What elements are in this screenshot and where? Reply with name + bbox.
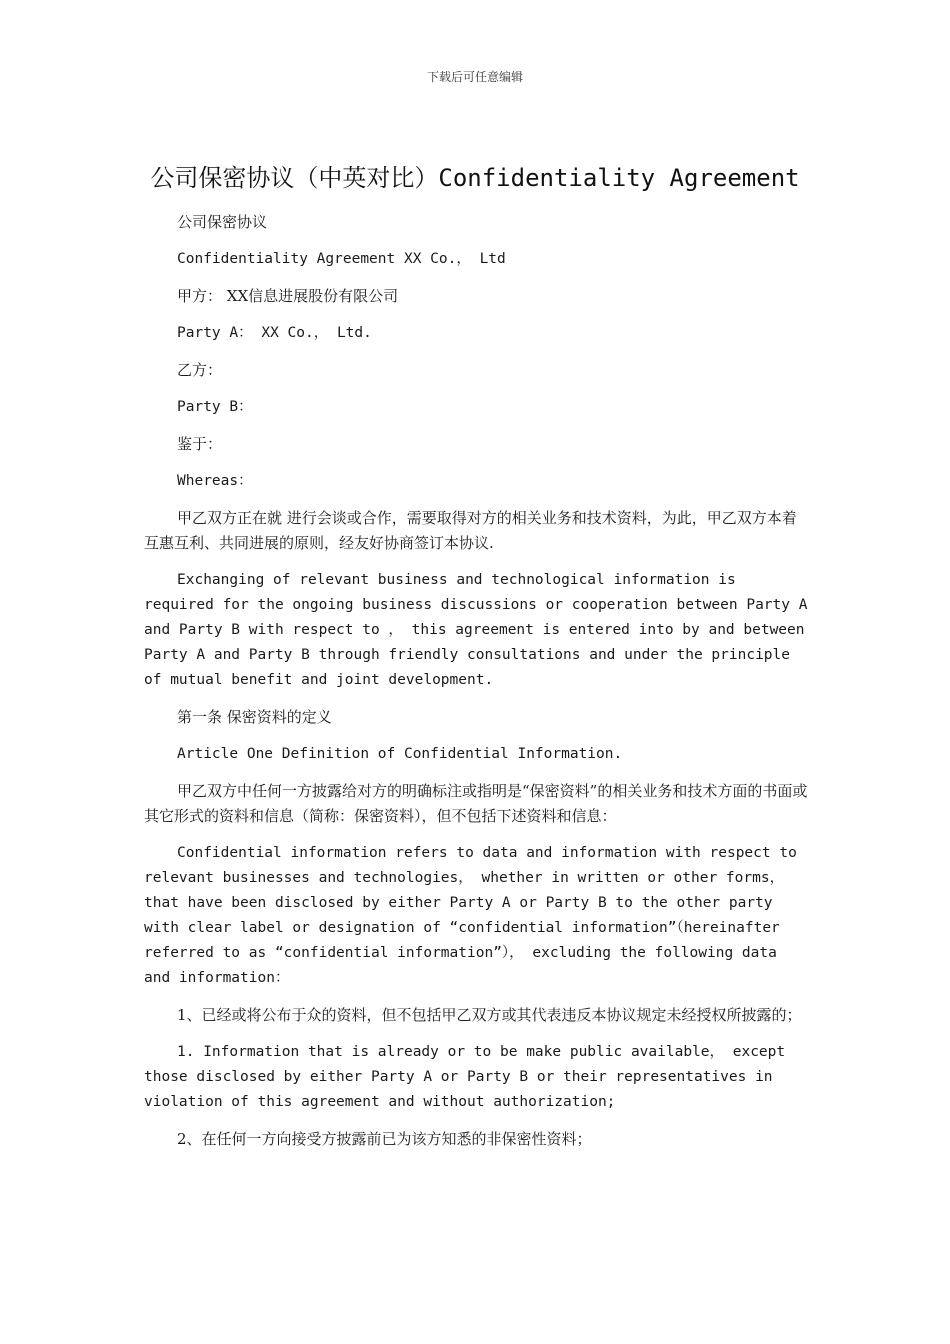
paragraph-preamble-en: Exchanging of relevant business and technological information is required for the ongoing business discussions or cooperation between Party A and Party B with respect to ， this agreement is entered into by and between Party A and Party B through friendly consultations and under the principle of mutual benefit and joint development. [144, 572, 808, 688]
paragraph-whereas-cn: 鉴于： [177, 435, 223, 453]
header-note: 下载后可任意编辑 [426, 70, 523, 84]
paragraph-title-en: Confidentiality Agreement XX Co.， Ltd [177, 251, 506, 267]
paragraph-item-1-en: 1. Information that is already or to be make public available， except those disclosed by either Party A or Party B or their representatives in violation of this agreement and without authorization; [144, 1044, 786, 1110]
paragraph-item-1-cn: 1、已经或将公布于众的资料，但不包括甲乙双方或其代表违反本协议规定未经授权所披露的； [177, 1006, 802, 1024]
paragraph-definition-en: Confidential information refers to data and information with respect to relevant businesses and technologies， whether in written or other forms， that have been disclosed by either Party A or Party B to the other party with clear label or designation of “confidential information”（hereinafter referred to as “confidential information”）， excluding the following data and information： [144, 845, 797, 986]
paragraph-article-one-cn: 第一条 保密资料的定义 [177, 708, 332, 726]
paragraph-whereas-en: Whereas： [177, 473, 253, 489]
document-body [144, 210, 808, 1164]
paragraph-party-a-cn: 甲方： XX信息进展股份有限公司 [177, 287, 399, 305]
document-title: 公司保密协议（中英对比）Confidentiality Agreement [150, 164, 800, 192]
paragraph-article-one-en: Article One Definition of Confidential Information. [177, 746, 623, 762]
paragraph-party-a-en: Party A： XX Co.， Ltd. [177, 325, 372, 341]
paragraph-preamble-cn: 甲乙双方正在就 进行会谈或合作，需要取得对方的相关业务和技术资料，为此，甲乙双方本着互惠互利、共同进展的原则，经友好协商签订本协议. [144, 509, 797, 552]
paragraph-definition-cn: 甲乙双方中任何一方披露给对方的明确标注或指明是“保密资料”的相关业务和技术方面的书面或其它形式的资料和信息（简称：保密资料），但不包括下述资料和信息： [144, 782, 808, 825]
paragraph-item-2-cn: 2、在任何一方向接受方披露前已为该方知悉的非保密性资料； [177, 1130, 592, 1148]
paragraph-title-cn: 公司保密协议 [177, 213, 268, 231]
paragraph-party-b-en: Party B： [177, 399, 253, 415]
paragraph-party-b-cn: 乙方： [177, 361, 223, 379]
